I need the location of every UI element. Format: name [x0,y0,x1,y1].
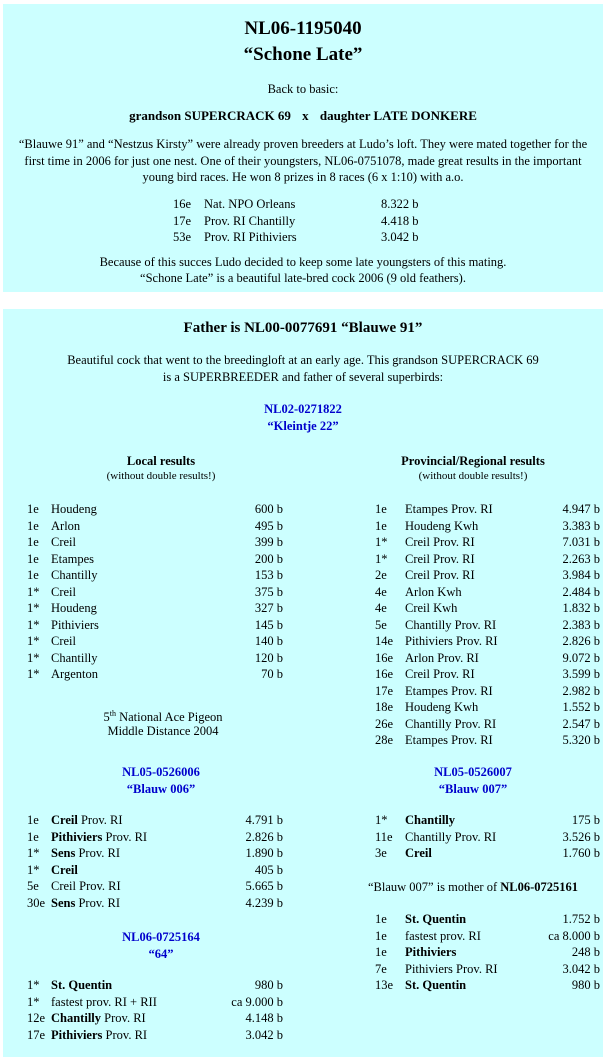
father-title: Father is NL00-0077691 “Blauwe 91” [183,320,423,336]
result-rank: 1e [375,518,387,533]
result-rank: 1e [27,502,39,516]
result-value: 8.322 b [381,197,419,211]
result-place: Creil Prov. RI [405,667,475,681]
result-value: 2.826 b [562,634,600,648]
result-row [3,812,303,829]
result-row [303,584,603,601]
result-rank: 1* [27,994,40,1009]
result-place-suffix: Prov. RI [101,1011,146,1025]
result-value: 3.042 b [562,961,600,976]
result-row [303,567,603,584]
result-rank: 5e [27,879,39,893]
result-place-bold: Sens [51,846,76,860]
result-rank: 1* [375,551,388,566]
result-rank: 4e [375,584,387,599]
result-place-bold: Sens [51,895,76,910]
result-row [303,650,603,667]
pigeon-ring-title: NL06-1195040 [244,18,362,39]
result-rank: 17e [27,1027,46,1042]
result-rank: 7e [375,961,387,976]
result-place: Chantilly [51,568,98,582]
back-to-basic: Back to basic: [267,82,339,96]
result-value: 5.320 b [562,733,600,747]
result-rank: 1* [27,862,40,877]
result-place [405,829,496,846]
result-place [51,1027,147,1044]
result-value: ca 9.000 b [231,994,283,1009]
result-rank: 4e [375,601,387,615]
father-text-2: is a SUPERBREEDER and father of several superbirds: [162,370,444,384]
parents-line [3,108,603,124]
result-place: Creil Kwh [405,601,458,615]
result-value: 2.263 b [562,551,600,566]
result-rank: 2e [375,568,387,582]
local-results-table [3,501,303,691]
result-rank: 1e [27,535,39,549]
top-panel [3,4,603,292]
result-value: 4.148 b [245,1011,283,1025]
result-rank: 1* [27,601,40,615]
result-row [303,666,603,683]
result-value: 375 b [254,584,283,599]
result-row [3,878,303,895]
blauw006-ring: NL05-0526006 [122,765,200,779]
result-place-suffix: Creil Prov. RI [51,879,121,893]
result-place: Houdeng [51,601,97,615]
result-value: 9.072 b [562,650,600,665]
result-place [405,977,466,994]
result-row [3,650,303,667]
result-rank: 1* [375,535,388,549]
result-row [3,633,303,650]
result-place-suffix: Prov. RI [102,1027,148,1042]
mother-of-text: “Blauw 007” is mother of [367,880,501,894]
result-row [3,196,603,213]
result-place [405,961,498,978]
result-place-bold: Pithiviers [405,945,457,959]
result-rank: 1* [27,584,40,599]
result-row [303,732,603,749]
result-place: Creil [51,634,76,648]
result-row [303,534,603,551]
result-value: 3.042 b [245,1027,283,1042]
result-rank: 16e [375,650,394,665]
result-place [51,845,120,862]
result-row [3,213,603,230]
blauw006-results-table [3,812,303,912]
result-place: Nat. NPO Orleans [204,197,296,211]
result-value: 3.383 b [562,518,600,533]
result-place-suffix: Prov. RI [75,895,121,910]
provincial-results-table [303,501,603,753]
result-place: Prov. RI Pithiviers [204,230,297,244]
result-place: Houdeng Kwh [405,700,479,714]
result-place-bold: Pithiviers [51,1027,103,1042]
result-row [3,977,303,994]
ace-rank-suffix: th [109,709,116,718]
result-rank: 16e [173,197,192,211]
bottom-panel [3,309,603,1057]
result-row [303,829,603,846]
result-rank: 18e [375,700,394,714]
result-value: 70 b [261,667,283,681]
result-row [303,699,603,716]
result-place-bold: Chantilly [51,1011,102,1025]
result-row [3,600,303,617]
result-row [303,600,603,617]
result-place: Pithiviers [51,617,99,632]
result-value: 495 b [254,518,283,533]
result-value: 120 b [254,650,283,665]
result-value: 200 b [254,551,283,566]
result-row [303,683,603,700]
result-place [51,1010,146,1027]
result-rank: 1* [27,634,40,648]
result-row [3,617,303,634]
result-rank: 28e [375,733,394,747]
result-place: Prov. RI Chantilly [204,213,296,228]
result-row [303,716,603,733]
b64-ring: NL06-0725164 [122,930,200,944]
result-place: Creil [51,584,76,599]
result-place-bold: Creil [51,813,78,827]
result-rank: 53e [173,230,192,244]
result-place: Etampes Prov. RI [405,683,493,698]
kleintje-name: “Kleintje 22” [267,419,339,433]
result-place [51,829,147,846]
result-place [405,812,455,829]
result-place-bold: St. Quentin [405,912,467,926]
result-row [303,977,603,994]
result-rank: 5e [375,617,387,632]
result-place [51,878,121,895]
result-place [405,944,456,961]
result-row [303,518,603,535]
provincial-results-subtitle: (without double results!) [418,470,528,482]
result-place-suffix: Prov. RI [77,813,123,827]
result-row [303,617,603,634]
result-value: 4.239 b [245,895,283,910]
kleintje-ring: NL02-0271822 [264,402,342,416]
local-results-title: Local results [126,454,196,468]
result-place [51,862,78,879]
result-row [303,928,603,945]
result-rank: 12e [27,1011,46,1025]
result-value: 4.791 b [245,813,283,827]
result-rank: 1e [27,813,39,827]
result-place-bold: St. Quentin [405,978,467,992]
result-row [3,666,303,683]
result-place: Arlon Prov. RI [405,650,479,665]
result-place-bold: Chantilly [405,813,456,827]
result-row [303,501,603,518]
blauw007-name: “Blauw 007” [438,782,508,796]
result-place: Arlon [51,518,81,533]
result-place-suffix: fastest prov. RI + RII [51,994,157,1009]
pigeon-name-title: “Schone Late” [243,44,363,65]
result-rank: 17e [375,683,394,698]
result-rank: 1* [27,978,40,992]
result-rank: 1* [27,846,40,860]
result-value: 980 b [254,978,283,992]
result-rank: 1* [375,813,388,827]
result-place: Etampes Prov. RI [405,733,493,747]
result-rank: 1e [27,551,39,566]
result-rank: 1e [375,928,387,943]
result-row [303,633,603,650]
result-row [303,961,603,978]
blauw006-name: “Blauw 006” [126,782,196,796]
result-value: 145 b [254,617,283,632]
provincial-results-title: Provincial/Regional results [401,454,545,468]
result-place-suffix: Chantilly Prov. RI [405,829,497,844]
result-place-suffix: Prov. RI [102,829,148,844]
top-results-table [3,196,603,248]
result-value: 1.752 b [562,912,600,926]
result-place [51,895,120,912]
result-place: Creil [51,535,76,549]
result-value: 3.599 b [562,667,600,681]
child-results-table [303,911,603,995]
result-rank: 1e [375,912,387,926]
result-row [3,567,303,584]
result-rank: 1e [375,945,387,959]
result-value: 3.984 b [562,568,600,582]
blauw007-ring: NL05-0526007 [434,765,512,779]
result-value: 5.665 b [245,879,283,893]
result-value: 3.526 b [562,829,600,844]
result-place [405,845,432,862]
result-value: 1.552 b [562,700,600,714]
result-rank: 1e [27,518,39,533]
intro-text: “Blauwe 91” and “Nestzus Kirsty” were already proven breeders at Ludo’s loft. They were mated together for the first time in 2006 for just one nest. One of their youngsters, NL06-0751078, made great results in the important young bird races. He won 8 prizes in 8 races (6 x 1:10) with a.o. [18,137,588,184]
result-value: 175 b [571,813,600,827]
result-place-bold: Pithiviers [51,829,103,844]
result-rank: 16e [375,667,394,681]
result-place: Chantilly [51,650,98,665]
outro-text-2: “Schone Late” is a beautiful late-bred cock 2006 (9 old feathers). [140,271,466,285]
result-value: 7.031 b [562,535,600,549]
result-value: 405 b [254,862,283,877]
result-rank: 3e [375,846,387,860]
result-value: 1.890 b [245,846,283,860]
result-value: 3.042 b [381,230,419,244]
result-place: Creil Prov. RI [405,551,475,566]
result-rank: 1e [375,502,387,516]
result-row [303,845,603,862]
result-place-bold: Creil [405,846,432,860]
result-rank: 1* [27,650,40,665]
result-rank: 1e [27,568,39,582]
result-place: Creil Prov. RI [405,535,475,549]
result-place: Chantilly Prov. RI [405,617,497,632]
result-rank: 26e [375,716,394,731]
result-row [3,994,303,1011]
result-place [405,911,466,928]
result-row [303,944,603,961]
result-place: Etampes [51,551,95,566]
parent-left: grandson SUPERCRACK 69 [129,108,291,123]
mother-of-line [343,879,603,895]
result-value: 1.760 b [562,846,600,860]
result-row [3,829,303,846]
blauw007-results-table [303,812,603,864]
result-value: 2.484 b [562,584,600,599]
result-place [51,977,112,994]
result-place: Creil Prov. RI [405,568,475,582]
result-place-suffix: fastest prov. RI [405,928,481,943]
result-value: 399 b [254,535,283,549]
result-rank: 11e [375,829,393,844]
result-rank: 1e [27,829,39,844]
result-place: Etampes Prov. RI [405,502,493,516]
result-place: Arlon Kwh [405,584,462,599]
result-place [51,812,123,829]
parent-right: daughter LATE DONKERE [319,108,477,123]
result-row [303,551,603,568]
result-value: 327 b [254,601,283,615]
result-place: Pithiviers Prov. RI [405,634,498,648]
b64-name: “64” [148,947,174,961]
result-place-suffix: Pithiviers Prov. RI [405,961,498,976]
result-row [3,534,303,551]
result-rank: 30e [27,895,46,910]
result-value: 4.418 b [381,213,419,228]
result-rank: 1* [27,667,40,681]
result-row [3,845,303,862]
result-row [3,501,303,518]
result-place-bold: St. Quentin [51,978,113,992]
result-rank: 13e [375,978,394,992]
result-row [3,1027,303,1044]
local-results-subtitle: (without double results!) [106,470,216,482]
result-rank: 17e [173,213,192,228]
result-value: 2.982 b [562,683,600,698]
result-rank: 14e [375,634,394,648]
result-place-suffix: Prov. RI [75,846,121,860]
result-value: 153 b [254,568,283,582]
mother-of-ring: NL06-0725161 [500,880,579,894]
result-value: 980 b [571,978,600,992]
result-value: 2.383 b [562,617,600,632]
result-value: 248 b [571,945,600,959]
result-value: 4.947 b [562,502,600,516]
ace-rank-number: 5 [103,710,110,725]
outro-text-1: Because of this succes Ludo decided to keep some late youngsters of this mating. [99,255,507,269]
ace-title: National Ace Pigeon [119,710,223,725]
result-rank: 1* [27,617,40,632]
result-value: ca 8.000 b [548,928,600,943]
result-row [3,895,303,912]
result-row [3,229,603,246]
result-place: Houdeng Kwh [405,518,479,533]
result-place: Houdeng [51,502,97,516]
result-value: 2.826 b [245,829,283,844]
result-value: 2.547 b [562,716,600,731]
result-value: 1.832 b [562,601,600,615]
result-row [303,812,603,829]
b64-results-table [3,977,303,1045]
parent-cross: x [302,108,309,123]
result-row [3,551,303,568]
result-row [3,1010,303,1027]
result-place: Argenton [51,667,98,681]
result-place [51,994,157,1011]
result-value: 140 b [254,634,283,648]
result-row [3,862,303,879]
father-text-1: Beautiful cock that went to the breedingloft at an early age. This grandson SUPERCRACK 69 [67,353,539,367]
result-row [3,518,303,535]
result-place: Chantilly Prov. RI [405,716,497,731]
result-row [3,584,303,601]
result-value: 600 b [254,502,283,516]
result-place [405,928,481,945]
ace-pigeon-line-2: Middle Distance 2004 [107,724,219,738]
result-place-bold: Creil [51,862,78,877]
result-row [303,911,603,928]
